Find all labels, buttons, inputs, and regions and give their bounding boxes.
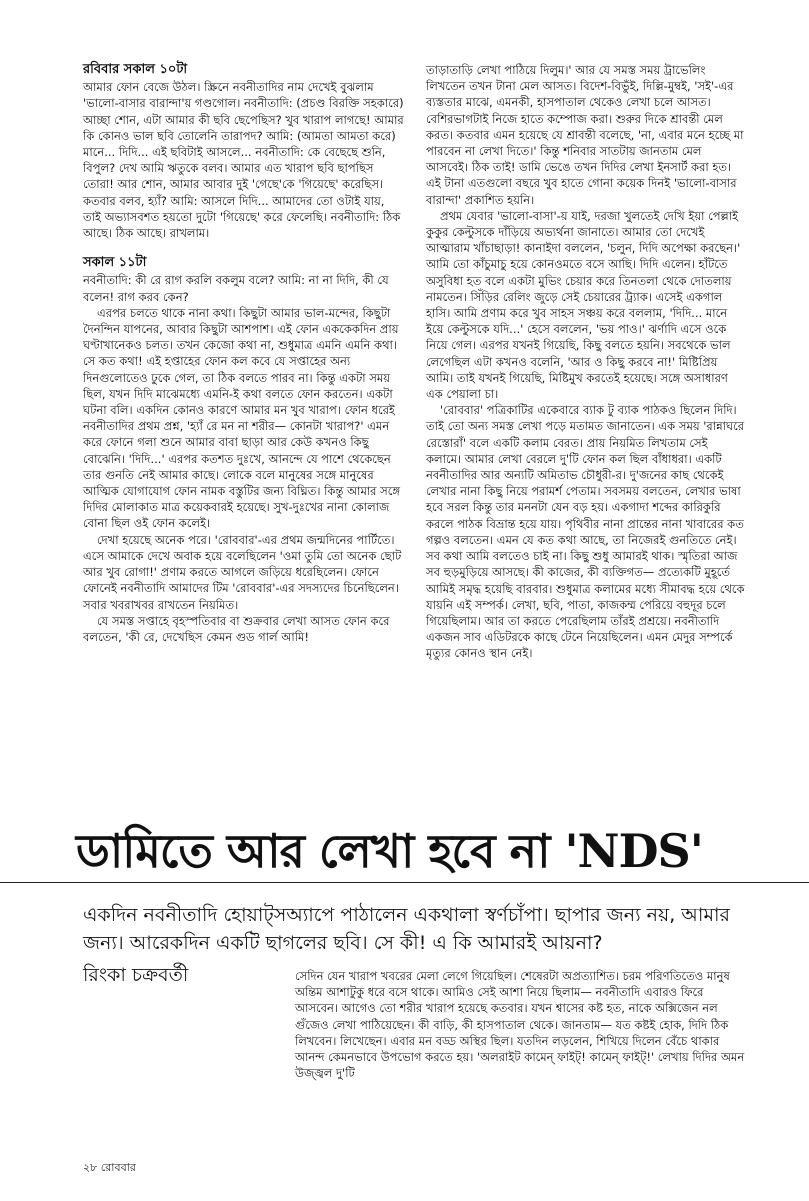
body-paragraph: এরপর চলতে থাকে নানা কথা। কিছুটা আমার ভাল-মন্দের, কিছুটা দৈনন্দিন যাপনের, আবার কিছুটা আশপাশ। এই ফোন এককেকদিন প্রায় ঘণ্টাখানেকও চলত। তখন কেজো কথা না, শুধুমাত্র এমনি এমনি কথা। সে কত কথা! এই হপ্তাহের ফোন কল কবে যে সপ্তাহের অন্য দিনগুলোতেও ঢুকে গেল, তা ঠিক বলতে পারব না। কিন্তু একটা সময় ছিল, যখন দিদি মাঝেমধ্যে এমনি-ই কথা বলতে ফোন করতেন। একটা ঘটনা বলি। একদিন কোনও কারণে আমার মন খুব খারাপ। ফোন ধরেই নবনীতাদির প্রথম প্রশ্ন, 'হ্যাঁ রে মন না শরীর— কোনটা খারাপ?' এমন করে ফোনে গলা শুনে আমার বাবা ছাড়া আর কেউ কখনও কিছু বোঝেনি। 'দিদি...' এরপর কতশত দুঃখে, আনন্দে যে পাশে থেকেছেন তার গুনতি নেই আমার কাছে। লোকে বলে মানুষের সঙ্গে মানুষের আত্মিক যোগাযোগ ফোন নামক বস্তুটির জন্য বিঘ্নিত। কিন্তু আমার সঙ্গে দিদির মোলাকাত মাত্র কয়েকবারই হয়েছে। সুখ-দুঃখের নানা কোলাজ বোনা ছিল ওই ফোন কলেই। — [83, 305, 401, 531]
dialogue-block-2: নবনীতাদি: কী রে রাগ করলি বকলুম বলে? আমি: না না দিদি, কী যে বলেন! রাগ করব কেন? — [83, 273, 389, 304]
page-folio: ২৮ রোববার — [83, 1161, 136, 1174]
author-byline: রিংকা চক্রবর্তী — [83, 964, 189, 986]
section-heading-11am: সকাল ১১টা — [83, 255, 147, 271]
body-paragraph: প্রথম যেবার 'ভালো-বাসা'-য় যাই, দরজা খুলতেই দেখি ইয়া পেল্লাই কুকুর কেল্টুসকে দাঁড়িয়ে অভ্যর্থনা জানাতে। আমার তো দেখেই আত্মারাম খাঁচাছাড়া! কানাইদা বললেন, 'চলুন, দিদি অপেক্ষা করছেন।' আমি তো কাঁচুমাচু হয়ে কোনওমতে বসে আছি। দিদি এলেন। হাঁটতে অসুবিধা হত বলে একটা মুভিং চেয়ার করে তিনতলা থেকে দোতলায় নামতেন। সিঁড়ির রেলিং জুড়ে সেই চেয়ারের ট্র্যাক। এসেই একগাল হাসি। আমি প্রণাম করে খুব সাহস সঞ্চয় করে বললাম, 'দিদি... মানে ইয়ে কেল্টুসকে যদি...' হেসে বললেন, 'ভয় পাও।' ঝর্ণাদি এসে ওকে নিয়ে গেল। এরপর যখনই গিয়েছি, কিছু বলতে হয়নি। সবথেকে ভাল লেগেছিল এটা কখনও বলেনি, 'আর ও কিছু করবে না!' মিষ্টিপ্রিয় আমি। তাই যখনই গিয়েছি, মিষ্টিমুখ করতেই হয়েছে। সঙ্গে অসাধারণ এক পেয়ালা চা। — [426, 208, 741, 402]
left-text-column — [83, 62, 405, 645]
article-deck: একদিন নবনীতাদি হোয়াট্‌সঅ্যাপে পাঠালেন একথালা স্বর্ণচাঁপা। ছাপার জন্য নয়, আমার জন্য। আরেকদিন একটি ছাগলের ছবি। সে কী! এ কি আমারই আয়না? — [83, 904, 730, 954]
body-paragraph: 'রোববার' পত্রিকাটির একেবারে ব্যাক টু ব্যাক পাঠকও ছিলেন দিদি। তাই তো অন্য সমস্ত লেখা পড়ে মতামত জানাতেন। এক সময় 'রান্নাঘরে রেস্তোরাঁ' বলে একটি কলাম বেরত। প্রায় নিয়মিত লিখতাম সেই কলামে। আমার লেখা বেরলে দু'টি ফোন কল ছিল বাঁধাধরা। একটি নবনীতাদির আর অন্যটি অমিতাভ চৌধুরী-র। দু'জনের কাছ থেকেই লেখার নানা কিছু নিয়ে পরামর্শ পেতাম। সবসময় বলতেন, লেখার ভাষা হবে সরল কিন্তু তার মননটা যেন বড় হয়। একগাদা শব্দের কারিকুরি করলে পাঠক বিভ্রান্ত হয়ে যায়। পৃথিবীর নানা প্রান্তের নানা খাবারের কত গল্পও বলতেন। এমন যে কত কথা আছে, তা নিজেরই গুনতিতে নেই। সব কথা আমি বলতেও চাই না। কিছু শুধু আমারই থাক। স্মৃতিরা আজ সব হুড়মুড়িয়ে আসছে। কী কাজের, কী ব্যক্তিগত— প্রত্যেকটি মুহূর্তে আমিই সমৃদ্ধ হয়েছি বারবার। শুধুমাত্র কলামের মধ্যে সীমাবদ্ধ হয়ে থেকে যায়নি এই সম্পর্ক। লেখা, ছবি, পাতা, কাজকম্ম পেরিয়ে বহুদূর চলে গিয়েছিলাম। আর তা করতে পেরেছিলাম তাঁরই প্রশ্রয়ে। নবনীতাদি একজন সাব এডিটরকে কাছে টেনে নিয়েছিলেন। এমন মেদুর সম্পর্কে মৃত্যুর কোনও স্থান নেই। — [426, 403, 745, 661]
section-heading-sunday-10am: রবিবার সকাল ১০টা — [83, 62, 188, 77]
body-paragraph: যে সমস্ত সপ্তাহে বৃহস্পতিবার বা শুক্রবার লেখা আসত ফোন করে বলতেন, 'কী রে, দেখেছিস কেমন গুড গার্ল আমি! — [83, 613, 390, 644]
headline-divider — [0, 882, 809, 883]
body-paragraph: তাড়াতাড়ি লেখা পাঠিয়ে দিলুম।' আর যে সমস্ত সময় ট্রাভেলিং লিখতেন তখন টানা মেল আসত। বিদেশ-বিভুঁই, দিল্লি-মুম্বই, 'সই'-এর ব্যস্ততার মাঝে, এমনকী, হাসপাতাল থেকেও লেখা চলে আসত। বেশিরভাগটাই নিজে হাতে কম্পোজ করা। শুরুর দিকে শ্রাবন্তী মেল করত। কতবার এমন হয়েছে যে শ্রাবন্তী বলেছে, 'না, এবার মনে হচ্ছে মা পারবেন না লেখা দিতে।' কিন্তু শনিবার সাতটায় জানতাম মেল আসবেই। ঠিক তাই! ডামি ভেঙে তখন দিদির লেখা ইনসার্ট করা হত। এই টানা এতগুলো বছরে খুব হাতে গোনা কয়েক দিনই 'ভালো-বাসার বারান্দা' প্রকাশিত হয়নি। — [426, 63, 744, 207]
body-paragraph: দেখা হয়েছে অনেক পরে। 'রোববার'-এর প্রথম জন্মদিনের পার্টিতে। এসে আমাকে দেখে অবাক হয়ে বলেছিলেন 'ওমা তুমি তো অনেক ছোট আর খুব রোগা!' প্রণাম করতে আগলে জড়িয়ে ধরেছিলেন। ফোনে ফোনেই নবনীতাদি আমাদের টিম 'রোববার'-এর সদস্যদের চিনেছিলেন। সবার খবরাখবর রাখতেন নিয়মিত। — [83, 532, 402, 612]
right-text-column — [426, 62, 746, 662]
article-intro — [295, 968, 750, 1081]
article-headline: ডামিতে আর লেখা হবে না 'NDS' — [76, 824, 703, 878]
dialogue-block-1: আমার ফোন বেজে উঠল। স্ক্রিনে নবনীতাদির নাম দেখেই বুঝলাম 'ভালো-বাসার বারান্দা'য় গণ্ডগোল। নবনীতাদি: (প্রচণ্ড বিরক্তি সহকারে) আচ্ছা শোন, এটা আমার কী ছবি ছেপেছিস? খুব খারাপ লাগছে! আমার কি কোনও ভাল ছবি তোলেনি তারাপদ? আমি: (আমতা আমতা করে) মানে... দিদি... এই ছবিটাই আসলে... নবনীতাদি: কে বেছেছে শুনি, বিপুল? দেখ আমি ঋতুকে বলব। আমার এত খারাপ ছবি ছাপছিস তোরা! আর শোন, আমার আবার দুই 'গেছে'কে 'গিয়েছে' করেছিস। কতবার বলব, হ্যাঁ? আমি: আসলে দিদি... আমাদের তো ওটাই যায়, তাই অভ্যাসবশত হয়তো দুটো 'গিয়েছে' করে ফেলেছি। নবনীতাদি: ঠিক আছে। ঠিক আছে। রাখলাম। — [83, 80, 404, 241]
intro-paragraph: সেদিন যেন খারাপ খবরের মেলা লেগে গিয়েছিল। শেষেরটা অপ্রত্যাশিত। চরম পরিণতিতেও মানুষ অন্তিম আশাটুকু ধরে বসে থাকে। আমিও সেই আশা নিয়ে ছিলাম— নবনীতাদি এবারও ফিরে আসবেন। আগেও তো শরীর খারাপ হয়েছে কতবার। যখন শ্বাসের কষ্ট হত, নাকে অক্সিজেন নল গুঁজেও লেখা পাঠিয়েছেন। কী বাড়ি, কী হাসপাতাল থেকে। জানতাম— যত কষ্টই হোক, দিদি ঠিক লিখবেন। লিখেছেন। এবার মন বড্ড অস্থির ছিল। যতদিন লড়লেন, শিখিয়ে দিলেন বেঁচে থাকার আনন্দ কেমনভাবে উপভোগ করতে হয়। 'অলরাইট কামেন্ ফাইট্! কামেন্ ফাইট্!' লেখায় দিদির অমন উজ্জ্বল দু'টি — [295, 969, 745, 1081]
